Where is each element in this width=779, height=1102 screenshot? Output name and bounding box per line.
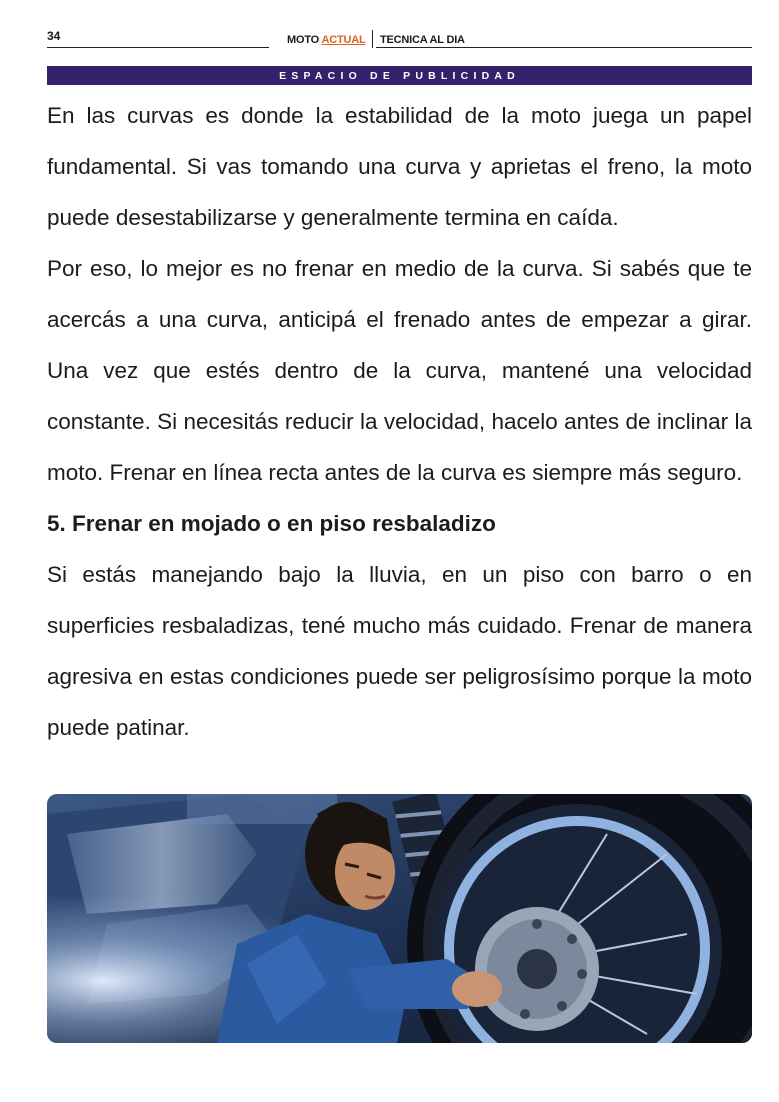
ad-banner[interactable] [47, 66, 752, 85]
article-paragraph: En las curvas es donde la estabilidad de la moto juega un papel fundamental. Si vas tomando una curva y aprietas el freno, la moto puede desestabilizarse y generalmente termina en caída. [47, 103, 752, 230]
brand-moto: MOTO [287, 34, 319, 46]
header-rule-left [47, 47, 269, 48]
brand-actual: ACTUAL [321, 34, 366, 46]
brake-disc [475, 907, 599, 1031]
article-paragraph: Si estás manejando bajo la lluvia, en un piso con barro o en superficies resbaladizas, tené mucho más cuidado. Frenar de manera agresiva en estas condiciones puede ser peligrosísimo porque la moto puede patinar. [47, 562, 752, 740]
section-title: TECNICA AL DIA [380, 34, 465, 46]
section-heading: 5. Frenar en mojado o en piso resbaladizo [47, 511, 496, 536]
article-paragraph: Por eso, lo mejor es no frenar en medio de la curva. Si sabés que te acercás a una curva, anticipá el frenado antes de empezar a girar. Una vez que estés dentro de la curva, mantené una velocidad constante. Si necesitás reducir la velocidad, hacelo antes de inclinar la moto. Frenar en línea recta antes de la curva es siempre más seguro. [47, 256, 752, 485]
page-number: 34 [47, 29, 61, 43]
magazine-brand [287, 34, 365, 46]
ad-banner-label: ESPACIO DE PUBLICIDAD [279, 69, 520, 82]
article-photo [47, 794, 752, 1043]
header-rule-right [376, 47, 752, 48]
header-separator [372, 30, 373, 48]
article-body [47, 90, 752, 753]
